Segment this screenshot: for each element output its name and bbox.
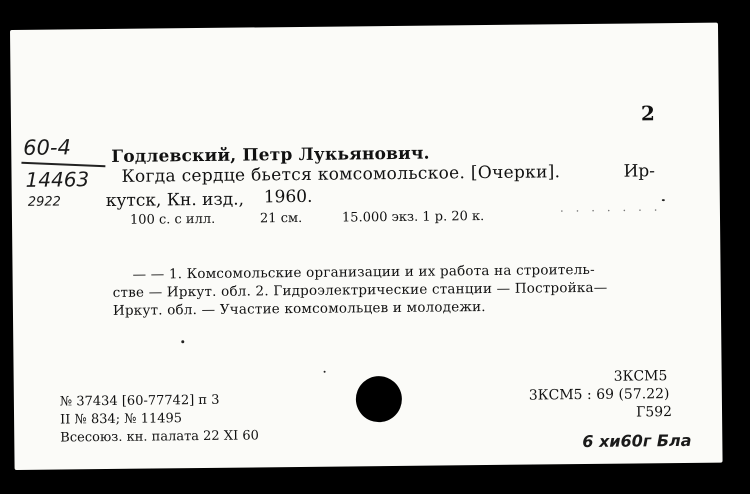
classification-2: 3КСМ5 : 69 (57.22) (528, 386, 670, 404)
dotted-fill: · · · · · · · (559, 203, 662, 219)
book-size: 21 см. (259, 210, 303, 227)
book-title-line1: Когда сердце бьется комсомольское. [Очерки]. (121, 162, 561, 187)
call-number-line1: 60-4 (23, 135, 72, 160)
speck (662, 199, 665, 201)
author-name: Годлевский, Петр Лукьянович. (111, 143, 430, 167)
registration-number: № 37434 [60-77742] п 3 (59, 392, 220, 410)
copies-price: 15.000 экз. 1 р. 20 к. (341, 209, 485, 226)
catalog-card (10, 23, 723, 470)
registration-secondary: II № 834; № 11495 (60, 411, 183, 428)
subjects-line2: стве — Иркут. обл. 2. Гидроэлектрические станции — Постройка— (112, 279, 608, 301)
classification-1: 3КСМ5 (613, 368, 668, 385)
pages-illustrations: 100 с. с илл. (129, 211, 216, 228)
book-title-line1-right: Ир- (623, 161, 656, 182)
punch-hole (356, 376, 402, 422)
call-number-line3: 2922 (27, 194, 61, 210)
call-number-line2: 14463 (25, 167, 90, 192)
call-number-underline (21, 162, 105, 168)
subjects-line1: — — 1. Комсомольские организации и их работа на строитель- (132, 261, 595, 283)
chamber-date: Всесоюз. кн. палата 22 XI 60 (60, 428, 259, 446)
speck (324, 371, 326, 373)
subjects-line3: Иркут. обл. — Участие комсомольцев и молодежи. (112, 299, 486, 319)
author-mark: Г592 (635, 404, 673, 421)
book-title-line2: кутск, Кн. изд., (105, 189, 245, 212)
speck (181, 340, 184, 343)
card-number: 2 (640, 101, 655, 126)
publication-year: 1960. (263, 186, 313, 208)
handwritten-note: 6 xи60г Бла (582, 430, 692, 452)
